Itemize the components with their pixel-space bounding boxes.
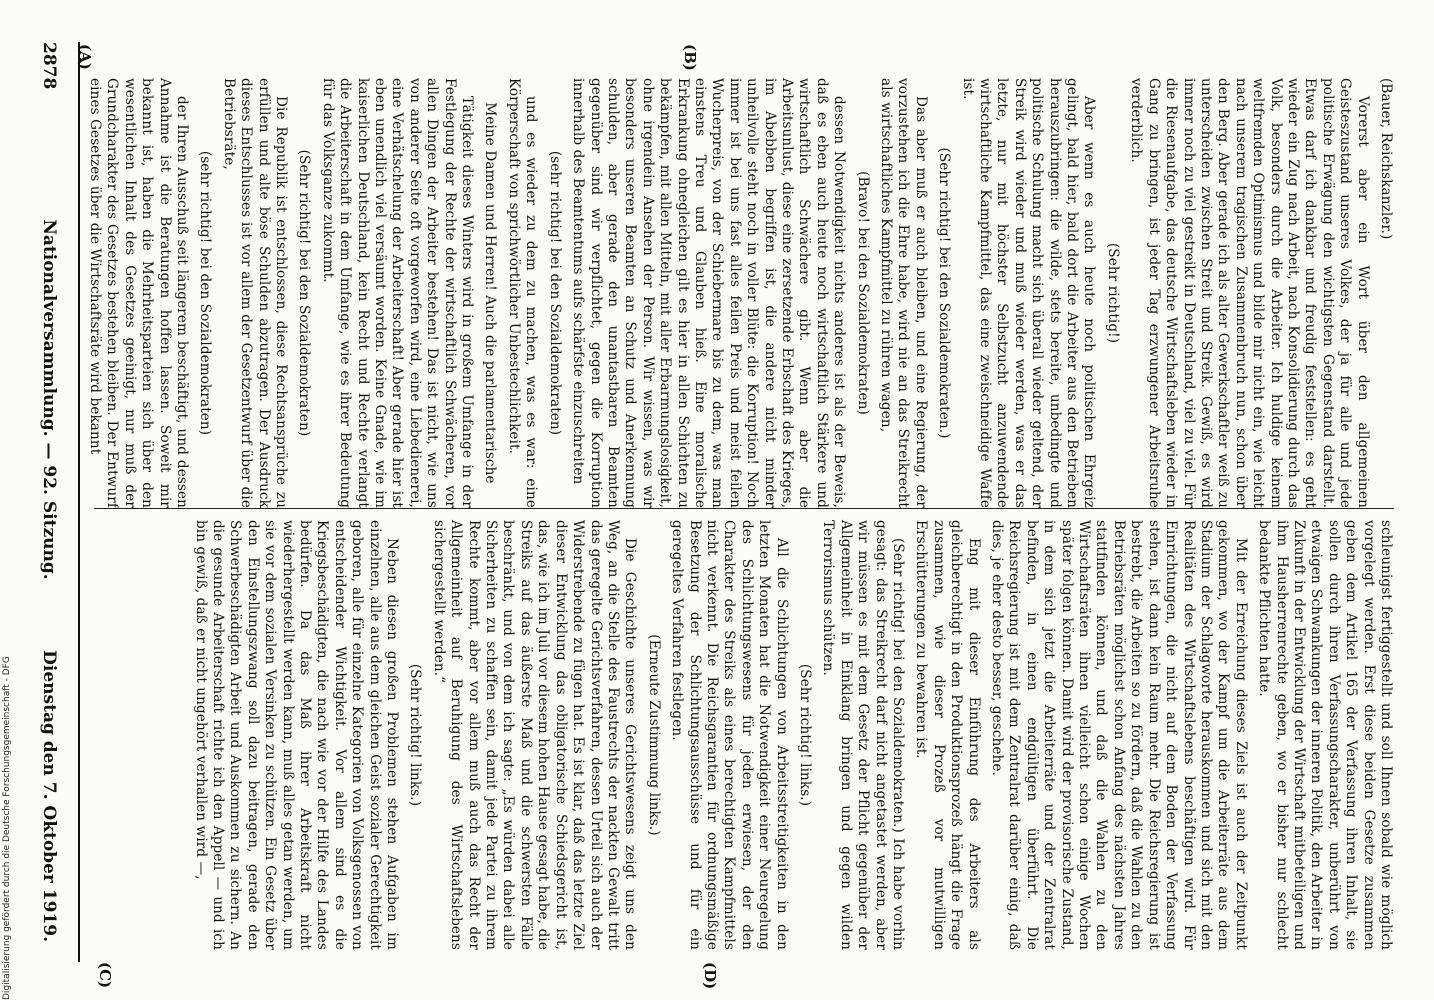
paragraph: Mit der Erreichung dieses Ziels ist auch der Zeitpunkt gekommen, wo der Kampf um die Arbeiterräte aus dem Stadium der Schlagworte herauskommen und sich mit den Realitäten des Wirtschaftslebens beschäftigen wird. Für Einrichtungen, die nicht auf dem Boden der Verfassung stehen, ist dann kein Raum mehr. Die Reichsregierung ist bestrebt, die Arbeiten so zu fördern, daß die Wahlen zu den Betriebsräten möglichst schon Anfang des nächsten Jahres stattfinden können, und daß die Wahlen zu den Wirtschaftsräten ihnen vielleicht schon einige Wochen später folgen können. Damit wird der provisorische Zustand, in dem sich jetzt die Arbeiterräte und der Zentralrat befinden, in einen endgültigen überführt. Die Reichsregierung ist mit dem Zentralrat darüber einig, daß dies, je eher desto besser, geschehe. <box>989 520 1249 950</box>
paragraph: Die Republik ist entschlossen, diese Rechtsansprüche zu erfüllen und alte böse Schulden abzutragen. Der Ausdruck dieses Entschlusses ist vor allem der Gesetzentwurf über die Betriebsräte, <box>220 78 290 508</box>
interjection: (Sehr richtig!) <box>1104 242 1121 344</box>
paragraph: Vorerst aber ein Wort über den allgemeinen Geisteszustand unseres Volkes, der ja für alle und jede politische Erwägung den wichtigsten Gegenstand darstellt. Etwas darf ich dankbar und freudig feststellen: es geht wieder ein Zug nach Arbeit, nach Konsolidierung durch das Volk, besonders durch die Arbeiter. Ich huldige keinem weltfremden Optimismus und bilde mir nicht ein, wie leicht nach unserem tragischen Zusammenbruch nun, schon über den Berg. Aber gerade ich als alter Gewerkschaftler weiß zu unterscheiden zwischen Streit und Streik. Gewiß, es wird immer noch zu viel gestreikt in Deutschland, viel zu viel. Für die Riesenaufgabe, das deutsche Wirtschaftsleben wieder in Gang zu bringen, ist jeder Tag erzwungener Arbeitsruhe verderblich. <box>1128 78 1371 508</box>
page-number: 2878 <box>39 42 59 90</box>
paragraph: Eng mit dieser Einführung des Arbeiters als gleichberechtigt in den Produktionsprozeß hängt die Frage zusammen, wie dieser Prozeß vor mutwilligen Erschütterungen zu bewahren ist. <box>913 520 982 950</box>
paragraph: Neben diesen großen Problemen stehen Aufgaben im einzelnen, alle aus dem gleichen Geist sozialer Gerechtigkeit geboren, alle für einzelne Kategorien von Volksgenossen von entscheidender Wichtigkeit. Vor allem sind es die Kriegsbeschädigten, die nach wie vor der Hilfe des Landes bedürfen. Da das Maß ihrer Arbeitskraft nicht wiederhergestellt werden kann, muß alles getan werden, um sie vor dem sozialen Versinken zu schützen. Ein Gesetz über den Einstellungszwang soll dazu beitragen, gerade den Schwerbeschädigten Arbeit und Auskommen zu sichern. An die gesunde Arbeiterschaft richte ich den Appell — und ich bin gewiß, daß er nicht ungehört verhallen wird —, <box>192 520 401 950</box>
paragraph: (Sehr richtig! bei den Sozialdemokraten.) Ich habe vorhin gesagt: das Streikrecht darf nicht angetastet werden, aber wir müssen es mit dem Gesetz der Pflicht gegenüber der Allgemeinheit in Einklang bringen und gegen wilden Terrorismus schützen. <box>820 520 907 950</box>
interjection: (Sehr richtig! links.) <box>407 663 424 807</box>
interjection: (Bravo! bei den Sozialdemokraten) <box>854 171 871 415</box>
margin-marker-d: (D) <box>701 962 719 990</box>
paragraph: schleunigst fertiggestellt und soll Ihnen sobald wie möglich vorgelegt werden. Erst diese beiden Gesetze zusammen geben dem Artikel 165 der Verfassung ihren Inhalt, sie sollen durch ihren Verfassungscharakter, unberührt von etwaigen Schwankungen der inneren Politik, den Arbeiter in Zukunft in der Entwicklung der Wirtschaft mitbeteiligen und ihm Hausherrenrechte geben, wo er bisher nur schlecht bedankte Pflichten hatte. <box>1256 520 1394 950</box>
margin-marker-c: (C) <box>96 962 114 989</box>
interjection: (Sehr richtig! links.) <box>797 663 813 807</box>
column-left <box>86 78 1394 508</box>
interjection: (Erneute Zustimmung links.) <box>645 634 662 836</box>
paragraph: Tätigkeit dieses Winters wird in großem Umfange in der Festlegung der Rechte der wirtschaftlich Schwächeren, vor allen Dingen der Arbeiter bestehen! Das ist nicht, wie uns von anderer Seite oft vorgeworfen wird, eine Liebedienerei, eine Verhätschelung der Arbeiterschaft! Aber gerade hier ist eben unendlich viel versäumt worden. Keine Gnade, wie im kaiserlichen Deutschland, kein Recht und Rechte verlangt die Arbeiterschaft in dem Umfange, wie es ihrer Bedeutung für das Volksganze zukommt. <box>319 78 476 508</box>
interjection: (Sehr richtig! bei den Sozialdemokraten.) <box>936 147 953 439</box>
footer-credit: Digitalisierung gefördert durch die Deutsche Forschungsgemeinschaft - DFG <box>2 656 12 1000</box>
interjection: (sehr richtig! bei den Sozialdemokraten) <box>197 150 214 436</box>
paragraph: Aber wenn es auch heute noch politischen Ehrgeiz gelingt, bald hier, bald dort die Arbeiter aus den Betrieben herauszubringen: die wilde, stets bereite, unbedingte und politische Schulung macht sich überall wieder geltend, der Streik wird wieder und muß wieder werden, was er das letzte, nur mit höchster Selbstzucht anzuwendende wirtschaftliche Kampfmittel, das eine zweischneidige Waffe ist. <box>959 78 1098 508</box>
paragraph: All die Schlichtungen von Arbeitsstreitigkeiten in den letzten Monaten hat die Notwendigkeit einer Neuregelung des Schlichtungswesens für jeden erwiesen, der den Charakter des Streiks als eines berechtigten Kampfmittels nicht verkennt. Die Reichsgarantien für ordnungsmäßige Besetzung der Schlichtungsausschüsse und für ein geregeltes Verfahren festlegen. <box>669 520 790 950</box>
speaker-line: (Bauer, Reichskanzler.) <box>1378 78 1394 240</box>
paragraph: Das aber muß er auch bleiben, und eine Regierung, der vorzustehen ich die Ehre habe, wird nie an das Streikrecht als wirtschaftliches Kampfmittel zu rühren wagen, <box>878 78 929 508</box>
interjection: Meine Damen und Herren! Auch die parlamentarische <box>482 102 499 484</box>
interjection: (sehr richtig! bei den Sozialdemokraten) <box>546 150 563 436</box>
paragraph: Die Geschichte unseres Gerichtswesens zeigt uns den Weg, an die Stelle des Faustrechts der nackten Gewalt tritt das geregelte Gerichtsverfahren, dessen Urteil sich auch der Widerstrebende zu fügen hat. Es ist klar, daß das letzte Ziel dieser Entwicklung das obligatorische Schiedsgericht ist, das, wie ich im Juli vor diesem hohen Hause gesagt habe, die Streiks auf das äußerste Maß und die schwersten Fälle beschränkt, und von dem ich sagte: „Es würden dabei alle Sicherheiten zu schaffen sein, damit jede Partei zu ihrem Rechte kommt, aber vor allem muß auch das Recht der Allgemeinheit auf Beruhigung des Wirtschaftslebens sichergestellt werden.“ <box>430 520 639 950</box>
interjection: (Sehr richtig! bei den Sozialdemokraten) <box>296 149 313 437</box>
paragraph: dessen Notwendigkeit nichts anderes ist als der Beweis, daß es eben auch heute noch wirtschaftlich Stärkere und wirtschaftlich Schwächere gibt. Wenn aber die Arbeitsunlust, diese eine zersetzende Erbschaft des Krieges, im Abebben begriffen ist, die andere nicht minder unheilvolle steht noch in voller Blüte: die Korruption! Noch immer ist bei uns fast alles feilen Preis und meist feilen Wucherpreis, von der Schiebermare bis zu dem, was man einstens Treu und Glauben hieß. Eine moralische Erkrankung ohnegleichen gilt es hier in allen Schichten zu bekämpfen, mit allen Mitteln, mit aller Erbarmungslosigkeit, ohne irgendein Ansehen der Person. Wir wissen, was wir besonders unseren Beamten an Schutz und Anerkennung schulden, aber gerade den unantastbaren Beamten gegenüber sind wir verpflichtet, gegen die Korruption innerhalb des Beamtentums aufs schärfste einzuschreiten <box>570 78 848 508</box>
header-title: Nationalversammlung. — 92. Sitzung. <box>39 219 59 580</box>
paragraph: und es wieder zu dem zu machen, was es war: eine Körperschaft von sprichwörtlicher Unbestechlichkeit. <box>505 78 540 508</box>
column-divider <box>94 508 1394 509</box>
paragraph: der Ihren Ausschuß seit längerem beschäftigt, und dessen Annahme ist die Beratungen hoffen lassen. Soweit mir bekannt ist, haben die Mehrheitsparteien sich über den wesentlichen Inhalt des Gesetzes geeinigt, nur muß der Grundcharakter des Gesetzes bestehen bleiben. Der Entwurf eines Gesetzes über die Wirtschaftsräte wird bekannt <box>86 78 190 508</box>
margin-marker-b: (B) <box>681 44 699 71</box>
page-header <box>34 42 64 942</box>
column-right <box>89 520 1394 950</box>
margin-marker-a: (A) <box>76 44 94 70</box>
header-date: Dienstag den 7. Oktober 1919. <box>39 650 59 942</box>
header-rule <box>78 42 80 962</box>
